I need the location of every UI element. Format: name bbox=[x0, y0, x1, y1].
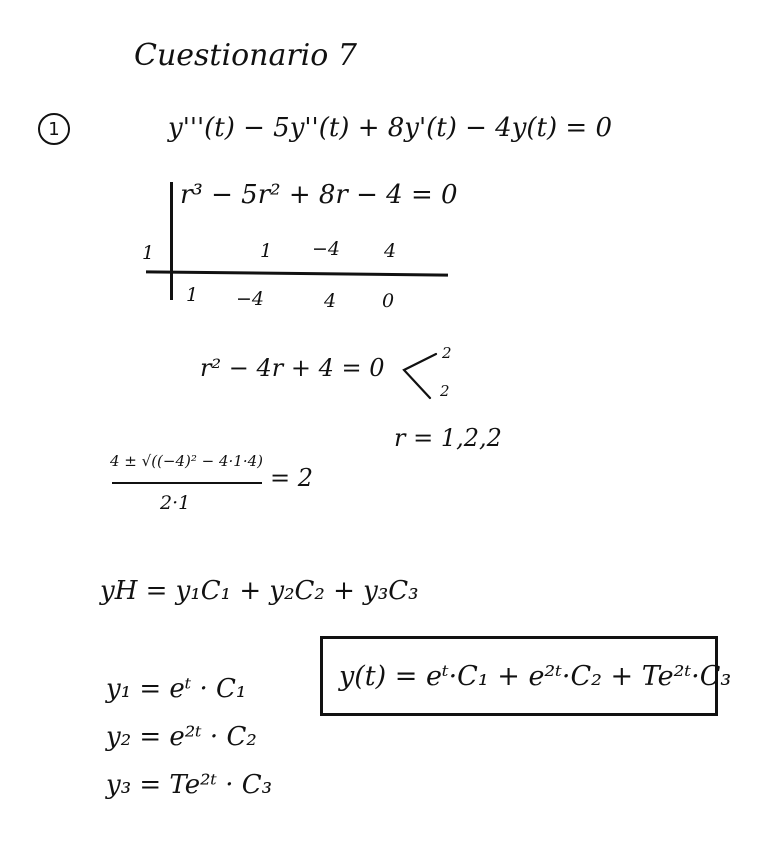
ruffini-middle-1: 1 bbox=[260, 240, 273, 262]
ruffini-result-3: 4 bbox=[324, 290, 337, 312]
ruffini-divisor: 1 bbox=[142, 242, 155, 264]
root-branch-top: 2 bbox=[442, 344, 452, 362]
ode-equation: y'''(t) − 5y''(t) + 8y'(t) − 4y(t) = 0 bbox=[168, 113, 613, 143]
solution-y3: y₃ = Te²ᵗ · C₃ bbox=[106, 770, 273, 800]
solution-y1: y₁ = eᵗ · C₁ bbox=[106, 674, 247, 704]
characteristic-equation: r³ − 5r² + 8r − 4 = 0 bbox=[180, 180, 458, 210]
roots-summary: r = 1,2,2 bbox=[394, 424, 502, 452]
ruffini-result-4: 0 bbox=[382, 290, 395, 312]
quadratic-equation: r² − 4r + 4 = 0 bbox=[200, 354, 385, 382]
homogeneous-solution: yH = y₁C₁ + y₂C₂ + y₃C₃ bbox=[100, 576, 419, 606]
final-answer-box bbox=[320, 636, 732, 716]
ruffini-middle-2: −4 bbox=[312, 238, 341, 260]
problem-number-circle: 1 bbox=[38, 113, 70, 145]
formula-denominator: 2·1 bbox=[160, 492, 191, 514]
page-title: Cuestionario 7 bbox=[134, 38, 357, 73]
ruffini-middle-3: 4 bbox=[384, 240, 397, 262]
ruffini-result-1: 1 bbox=[186, 284, 199, 306]
final-answer: y(t) = eᵗ·C₁ + e²ᵗ·C₂ + Te²ᵗ·C₃ bbox=[339, 660, 732, 692]
root-branch-bottom: 2 bbox=[440, 382, 450, 400]
fraction-bar bbox=[112, 482, 262, 484]
solution-y2: y₂ = e²ᵗ · C₂ bbox=[106, 722, 257, 752]
formula-numerator: 4 ± √((−4)² − 4·1·4) bbox=[110, 452, 264, 470]
formula-result: = 2 bbox=[270, 464, 314, 492]
ruffini-result-2: −4 bbox=[236, 288, 265, 310]
